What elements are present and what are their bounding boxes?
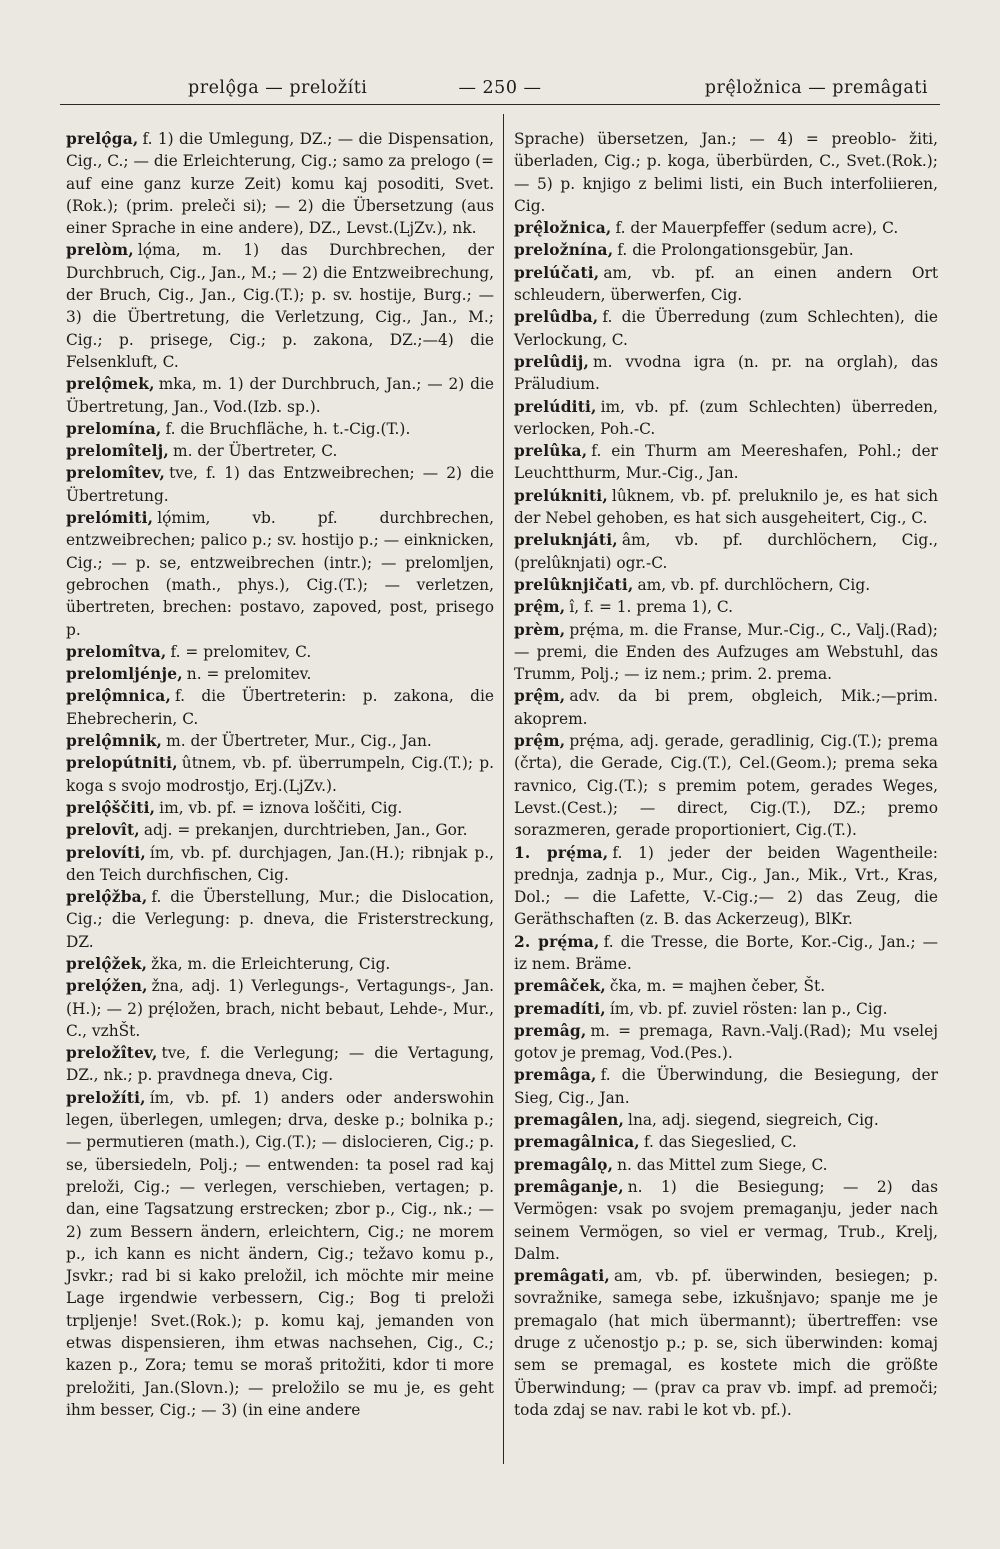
- entry-definition: im, vb. pf. = iznova loščiti, Cig.: [159, 798, 403, 817]
- entry-headword: prelǫ̂ščiti,: [66, 798, 156, 817]
- dictionary-entry: [66, 507, 494, 641]
- dictionary-entry: [514, 1064, 938, 1109]
- entry-definition: n. = prelomitev.: [186, 665, 312, 684]
- dictionary-entry: [514, 975, 938, 997]
- entry-definition: f. die Überwindung, die Besiegung, der Sieg, Cig., Jan.: [514, 1066, 938, 1107]
- left-column: [66, 128, 494, 1421]
- dictionary-entry: [514, 1131, 938, 1153]
- dictionary-entry: [66, 440, 494, 462]
- entry-headword: prèm,: [514, 620, 566, 639]
- dictionary-entry: [66, 1042, 494, 1087]
- entry-definition: lûknem, vb. pf. preluknilo je, es hat sich der Nebel gehoben, es hat sich ausgeheitert, Cig., C.: [514, 486, 938, 528]
- entry-headword: preluknjáti,: [514, 531, 618, 550]
- dictionary-entry: [514, 998, 938, 1020]
- entry-headword: prę̂m,: [514, 598, 566, 617]
- entry-headword: prelúčati,: [514, 263, 600, 282]
- entry-definition: ím, vb. pf. zuviel rösten: lan p., Cig.: [609, 999, 888, 1018]
- entry-definition: m. vvodna igra (n. pr. na orglah), das Präludium.: [514, 352, 938, 394]
- entry-definition: mka, m. 1) der Durchbruch, Jan.; — 2) die Übertretung, Jan., Vod.(Izb. sp.).: [66, 375, 494, 416]
- entry-definition: ûtnem, vb. pf. überrumpeln, Cig.(T.); p. koga s svojo modrostjo, Erj.(LjZv.).: [66, 754, 494, 795]
- running-header: [60, 72, 940, 106]
- dictionary-entry: [514, 1154, 938, 1176]
- entry-definition: n. das Mittel zum Siege, C.: [617, 1155, 828, 1174]
- dictionary-entry: [514, 730, 938, 841]
- page-number: — 250 —: [458, 78, 542, 98]
- entry-definition: prę́ma, m. die Franse, Mur.-Cig., C., Valj.(Rad); — premi, die Enden des Aufzuges am Webstuhl, das Trumm, Polj.; — iz nem.; prim. 2. prema.: [514, 620, 938, 684]
- entry-definition: f. 1) die Umlegung, DZ.; — die Dispensation, Cig., C.; — die Erleichterung, Cig.; samo za prelogo (= auf eine ganz kurze Zeit) komu kaj posoditi, Svet.(Rok.); (prim. preleči si); — 2) die Übersetzung (aus einer Sprache in eine andere), DZ., Levst.(LjZv.), nk.: [66, 130, 494, 238]
- dictionary-entry: [66, 373, 494, 418]
- dictionary-entry: [66, 975, 494, 1042]
- entry-definition: žna, adj. 1) Verlegungs-, Vertagungs-, Jan.(H.); — 2) prę́ložen, brach, nicht bebaut, Lehde-, Mur., C., vzhŠt.: [66, 977, 494, 1040]
- entry-headword: prelúkniti,: [514, 486, 608, 505]
- entry-definition: adj. = prekanjen, durchtrieben, Jan., Gor.: [143, 821, 468, 840]
- right-column: [514, 128, 938, 1421]
- dictionary-entry: [514, 842, 938, 931]
- dictionary-entry: [66, 730, 494, 752]
- entry-headword: premâga,: [514, 1066, 597, 1085]
- entry-headword: premâg,: [514, 1021, 587, 1040]
- dictionary-entry: [514, 619, 938, 686]
- entry-headword: prelovíti,: [66, 843, 146, 862]
- dictionary-entry: [66, 462, 494, 507]
- entry-definition: âm, vb. pf. durchlöchern, Cig., (prelûknjati) ogr.-C.: [514, 531, 938, 572]
- dictionary-entry: [514, 351, 938, 396]
- header-rule: [60, 104, 940, 105]
- entry-headword: prelǫ̂ga,: [66, 130, 139, 148]
- dictionary-entry: [514, 396, 938, 441]
- entry-definition: f. = prelomitev, C.: [170, 642, 312, 661]
- entry-headword: prelopútniti,: [66, 754, 178, 773]
- entry-definition: m. der Übertreter, Mur., Cig., Jan.: [166, 732, 432, 751]
- entry-headword: premagâlnica,: [514, 1133, 640, 1152]
- entry-headword: prę̂m,: [514, 732, 566, 751]
- entry-headword: prę̂ložnica,: [514, 219, 612, 238]
- entry-headword: premâgati,: [514, 1267, 610, 1286]
- dictionary-entry: [66, 842, 494, 887]
- dictionary-entry: [514, 1020, 938, 1065]
- dictionary-entry: [514, 685, 938, 730]
- entry-definition: adv. da bi prem, obgleich, Mik.;—prim. akoprem.: [514, 687, 938, 728]
- entry-headword: 2. prę́ma,: [514, 932, 600, 951]
- entry-headword: prelǫ̂žba,: [66, 888, 148, 907]
- entry-headword: prelǫ́žen,: [66, 977, 148, 996]
- entry-headword: preložnína,: [514, 241, 614, 260]
- entry-headword: prelûdba,: [514, 308, 599, 327]
- entry-headword: premâček,: [514, 977, 606, 996]
- dictionary-entry: [514, 596, 938, 618]
- dictionary-entry: [514, 217, 938, 239]
- dictionary-entry: [66, 1087, 494, 1421]
- entry-definition: m. = premaga, Ravn.-Valj.(Rad); Mu vselej gotov je premag, Vod.(Pes.).: [514, 1021, 938, 1063]
- entry-headword: prelúditi,: [514, 397, 597, 416]
- entry-headword: prelomîtev,: [66, 464, 166, 483]
- entry-definition: ím, vb. pf. 1) anders oder anderswohin legen, überlegen, umlegen; drva, deske p.; bolnika p.; — permutieren (math.), Cig.(T.); — dislocieren, Cig.; p. se, übersiedeln, Polj.; — entwenden: ta posel rad kaj preloži, Cig.; — verlegen, verschieben, vertagen; p. dan, eine Tagsatzung erstrecken; zbor p., Cig., nk.; — 2) zum Bessern ändern, erleichtern, Cig.; ne morem p., ich kann es nicht ändern, Cig.; težavo komu p., Jsvkr.; rad bi si kako preložil, ich möchte mir meine Lage irgendwie verbessern, Cig.; Bog ti preloži trpljenje! Svet.(Rok.); p. komu kaj, jemanden von etwas dispensieren, ihm etwas nachsehen, Cig., C.; kazen p., Zora; temu se moraš pritožiti, kdor ti more preložiti, Jan.(Slovn.); — preložilo se mu je, es geht ihm besser, Cig.; — 3) (in eine andere: [66, 1088, 494, 1419]
- entry-headword: premagâlǫ,: [514, 1155, 614, 1174]
- entry-definition: f. die Prolongationsgebür, Jan.: [617, 241, 854, 260]
- entry-definition: f. 1) jeder der beiden Wagentheile: prednja, zadnja p., Mur., Cig., Jan., Mik., Vrt., Kras, Dol.; — die Lafette, V.-Cig.;— 2) das Zeug, die Geräthschaften (z. B. das Ackerzeug), BlKr.: [514, 843, 938, 929]
- dictionary-entry: [514, 440, 938, 485]
- entry-headword: prelǫ̂mnica,: [66, 687, 171, 706]
- header-left-guideword: prelǫ̂ga — preložíti: [188, 78, 368, 98]
- entry-definition: am, vb. pf. überwinden, besiegen; p. sovražnike, samega sebe, izkušnjavo; spanje me je premagalo (hat mich übermannt); übertreffen: vse druge z učenostjo p.; p. se, sich überwinden: komaj sem se premagal, es kostete mich die größte Überwindung; — (prav ca prav vb. impf. ad premoči; toda zdaj se nav. rabi le kot vb. pf.).: [514, 1267, 938, 1419]
- entry-definition: f. der Mauerpfeffer (sedum acre), C.: [615, 219, 899, 238]
- dictionary-entry: [66, 797, 494, 819]
- entry-headword: 1. prę́ma,: [514, 843, 609, 862]
- entry-definition: tve, f. die Verlegung; — die Vertagung, DZ., nk.; p. pravdnega dneva, Cig.: [66, 1044, 494, 1085]
- dictionary-entry: [514, 1109, 938, 1131]
- entry-headword: prelomína,: [66, 419, 162, 438]
- entry-headword: prelûdij,: [514, 352, 590, 371]
- dictionary-entry: [66, 953, 494, 975]
- entry-definition: n. 1) die Besiegung; — 2) das Vermögen: vsak po svojem premaganju, jeder nach seinem Vermögen, so viel er vermag, Trub., Krelj, Dalm.: [514, 1177, 938, 1263]
- entry-definition: im, vb. pf. (zum Schlechten) überreden, verlocken, Poh.-C.: [514, 397, 938, 438]
- dictionary-entry: [66, 752, 494, 797]
- dictionary-entry: [514, 1176, 938, 1265]
- entry-headword: prelǫ̂žek,: [66, 954, 148, 973]
- entry-headword: prę̂m,: [514, 687, 566, 706]
- dictionary-entry: [66, 239, 494, 373]
- dictionary-entry: [66, 886, 494, 953]
- entry-definition: f. die Tresse, die Borte, Kor.-Cig., Jan.; — iz nem. Bräme.: [514, 932, 938, 973]
- entry-definition: žka, m. die Erleichterung, Cig.: [151, 954, 391, 973]
- entry-headword: prelòm,: [66, 241, 134, 260]
- dictionary-entry: [514, 306, 938, 351]
- dictionary-entry: [66, 641, 494, 663]
- entry-definition: čka, m. = majhen čeber, Št.: [609, 977, 826, 996]
- dictionary-entry: [514, 529, 938, 574]
- entry-headword: prelǫ̂mnik,: [66, 732, 163, 751]
- entry-definition: f. die Bruchfläche, h. t.-Cig.(T.).: [165, 419, 411, 438]
- entry-definition: lna, adj. siegend, siegreich, Cig.: [628, 1111, 879, 1130]
- dictionary-entry: [514, 485, 938, 530]
- entry-definition: lǫ́ma, m. 1) das Durchbrechen, der Durchbruch, Cig., Jan., M.; — 2) die Entzweibrechung, der Bruch, Cig., Jan., Cig.(T.); p. sv. hostije, Burg.; — 3) die Übertretung, die Verletzung, Cig., Jan., M.; Cig.; p. prisege, Cig.; p. zakona, DZ.;—4) die Felsenkluft, C.: [66, 241, 494, 371]
- header-right-guideword: prę̂ložnica — premâgati: [704, 78, 928, 98]
- entry-headword: prelûknjičati,: [514, 575, 634, 594]
- entry-definition: f. die Überstellung, Mur.; die Dislocation, Cig.; die Verlegung: p. dneva, die Fristerstreckung, DZ.: [66, 888, 494, 951]
- entry-definition: m. der Übertreter, C.: [172, 442, 338, 461]
- dictionary-entry: [514, 1265, 938, 1421]
- entry-headword: prelûka,: [514, 442, 588, 461]
- entry-definition: am, vb. pf. durchlöchern, Cig.: [637, 575, 871, 594]
- dictionary-entry: [514, 239, 938, 261]
- entry-headword: preložíti,: [66, 1088, 146, 1107]
- entry-headword: prelomîtva,: [66, 642, 167, 661]
- entry-headword: premâganje,: [514, 1177, 624, 1196]
- entry-definition: f. die Übertreterin: p. zakona, die Ehebrecherin, C.: [66, 687, 494, 728]
- dictionary-entry: [514, 262, 938, 307]
- dictionary-entry: [66, 418, 494, 440]
- dictionary-entry: [514, 931, 938, 976]
- entry-definition: f. die Überredung (zum Schlechten), die Verlockung, C.: [514, 308, 938, 349]
- dictionary-entry: [514, 128, 938, 217]
- dictionary-entry: [66, 685, 494, 730]
- entry-headword: premadíti,: [514, 999, 606, 1018]
- entry-definition: ím, vb. pf. durchjagen, Jan.(H.); ribnjak p., den Teich durchfischen, Cig.: [66, 843, 494, 884]
- entry-headword: prelómiti,: [66, 509, 154, 528]
- entry-definition: lǫ́mim, vb. pf. durchbrechen, entzweibrechen; palico p.; sv. hostijo p.; — einknicken, Cig.; — p. se, entzweibrechen (intr.); — prelomljen, gebrochen (math., phys.), Cig.(T.); — verletzen, übertreten, brechen: postavo, zapoved, post, prisego p.: [66, 509, 494, 639]
- dictionary-entry: [66, 128, 494, 239]
- entry-headword: preložîtev,: [66, 1044, 158, 1063]
- column-divider: [503, 114, 504, 1464]
- dictionary-entry: [66, 663, 494, 685]
- entry-headword: premagâlen,: [514, 1111, 625, 1130]
- entry-definition: f. das Siegeslied, C.: [643, 1133, 797, 1152]
- entry-headword: prelomljénje,: [66, 665, 183, 684]
- entry-definition: am, vb. pf. an einen andern Ort schleudern, überwerfen, Cig.: [514, 263, 938, 305]
- dictionary-entry: [514, 574, 938, 596]
- dictionary-entry: [66, 819, 494, 841]
- entry-definition: î, f. = 1. prema 1), C.: [569, 598, 733, 617]
- entry-definition: prę́ma, adj. gerade, geradlinig, Cig.(T.); prema (črta), die Gerade, Cig.(T.), Cel.(Geom.); prema seka ravnico, Cig.(T.); s premim potem, gerades Weges, Levst.(Cest.); — direct, Cig.(T.), DZ.; premo sorazmeren, gerade proportioniert, Cig.(T.).: [514, 732, 938, 840]
- entry-definition: Sprache) übersetzen, Jan.; — 4) = preoblo- žiti, überladen, Cig.; p. koga, überbürden, C., Svet.(Rok.); — 5) p. knjigo z belimi listi, ein Buch interfoliieren, Cig.: [514, 130, 938, 215]
- entry-headword: prelovît,: [66, 821, 140, 840]
- entry-definition: tve, f. 1) das Entzweibrechen; — 2) die Übertretung.: [66, 464, 494, 505]
- entry-headword: prelomîtelj,: [66, 442, 169, 461]
- entry-definition: f. ein Thurm am Meereshafen, Pohl.; der Leuchtthurm, Mur.-Cig., Jan.: [514, 442, 938, 483]
- entry-headword: prelǫ̂mek,: [66, 375, 155, 394]
